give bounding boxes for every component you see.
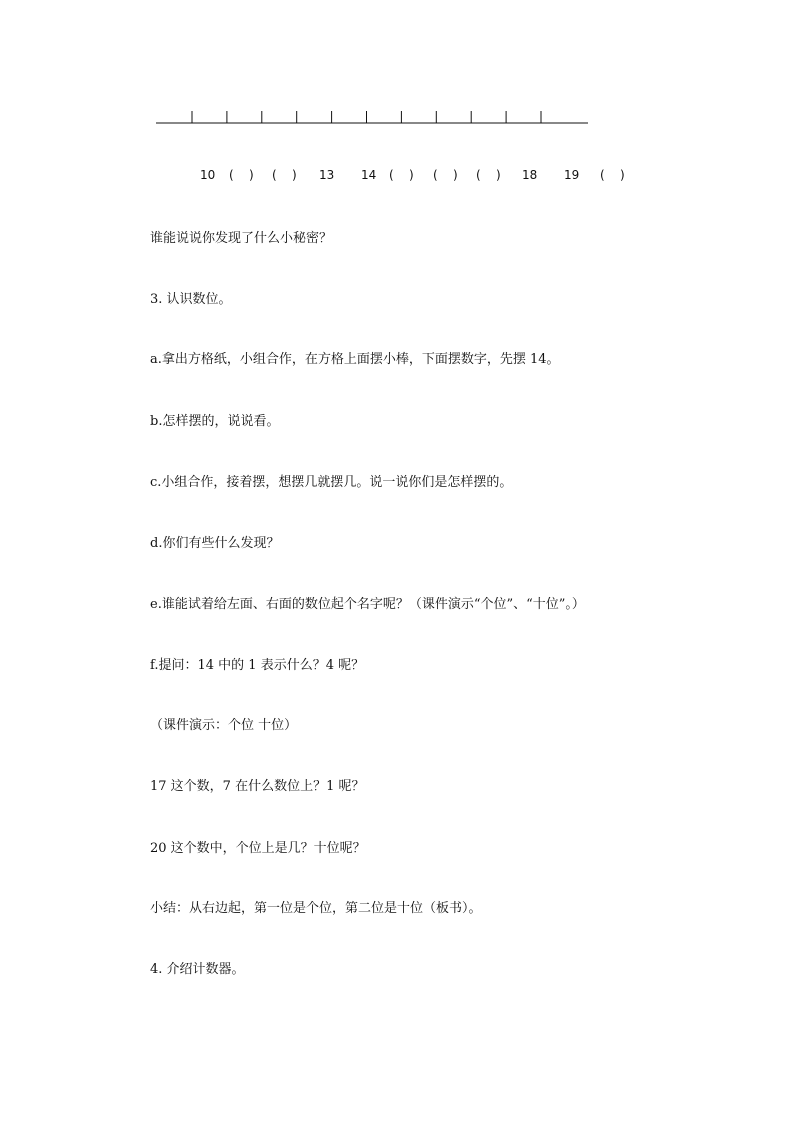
blank-item: ( ): [476, 168, 501, 182]
number-item: 10: [200, 168, 216, 182]
number-item: 13: [319, 168, 335, 182]
question-17: 17 这个数，7 在什么数位上？1 呢？: [150, 779, 365, 794]
step-b: b.怎样摆的，说说看。: [150, 414, 280, 429]
number-sequence: [0, 168, 794, 186]
blank-item: ( ): [433, 168, 458, 182]
number-item: 14: [361, 168, 377, 182]
blank-item: ( ): [389, 168, 414, 182]
section-3-heading: 3. 认识数位。: [150, 292, 232, 307]
step-a: a.拿出方格纸，小组合作，在方格上面摆小棒，下面摆数字，先摆 14。: [150, 352, 560, 367]
blank-item: ( ): [600, 168, 625, 182]
summary: 小结：从右边起，第一位是个位，第二位是十位（板书）。: [150, 901, 482, 916]
step-f: f.提问：14 中的 1 表示什么？4 呢？: [150, 658, 365, 673]
question-20: 20 这个数中，个位上是几？十位呢？: [150, 841, 366, 856]
step-d: d.你们有些什么发现？: [150, 536, 280, 551]
blank-item: ( ): [272, 168, 297, 182]
discovery-question: 谁能说说你发现了什么小秘密？: [150, 231, 333, 246]
blank-item: ( ): [229, 168, 254, 182]
courseware-note: （课件演示：个位 十位）: [150, 718, 298, 733]
number-line: [156, 108, 588, 126]
section-4-heading: 4. 介绍计数器。: [150, 962, 245, 977]
number-item: 18: [522, 168, 538, 182]
number-item: 19: [564, 168, 580, 182]
step-c: c.小组合作，接着摆，想摆几就摆几。说一说你们是怎样摆的。: [150, 475, 513, 490]
number-line-graphic: [156, 108, 588, 126]
step-e: e.谁能试着给左面、右面的数位起个名字呢？（课件演示“个位”、“十位”。）: [150, 597, 585, 612]
